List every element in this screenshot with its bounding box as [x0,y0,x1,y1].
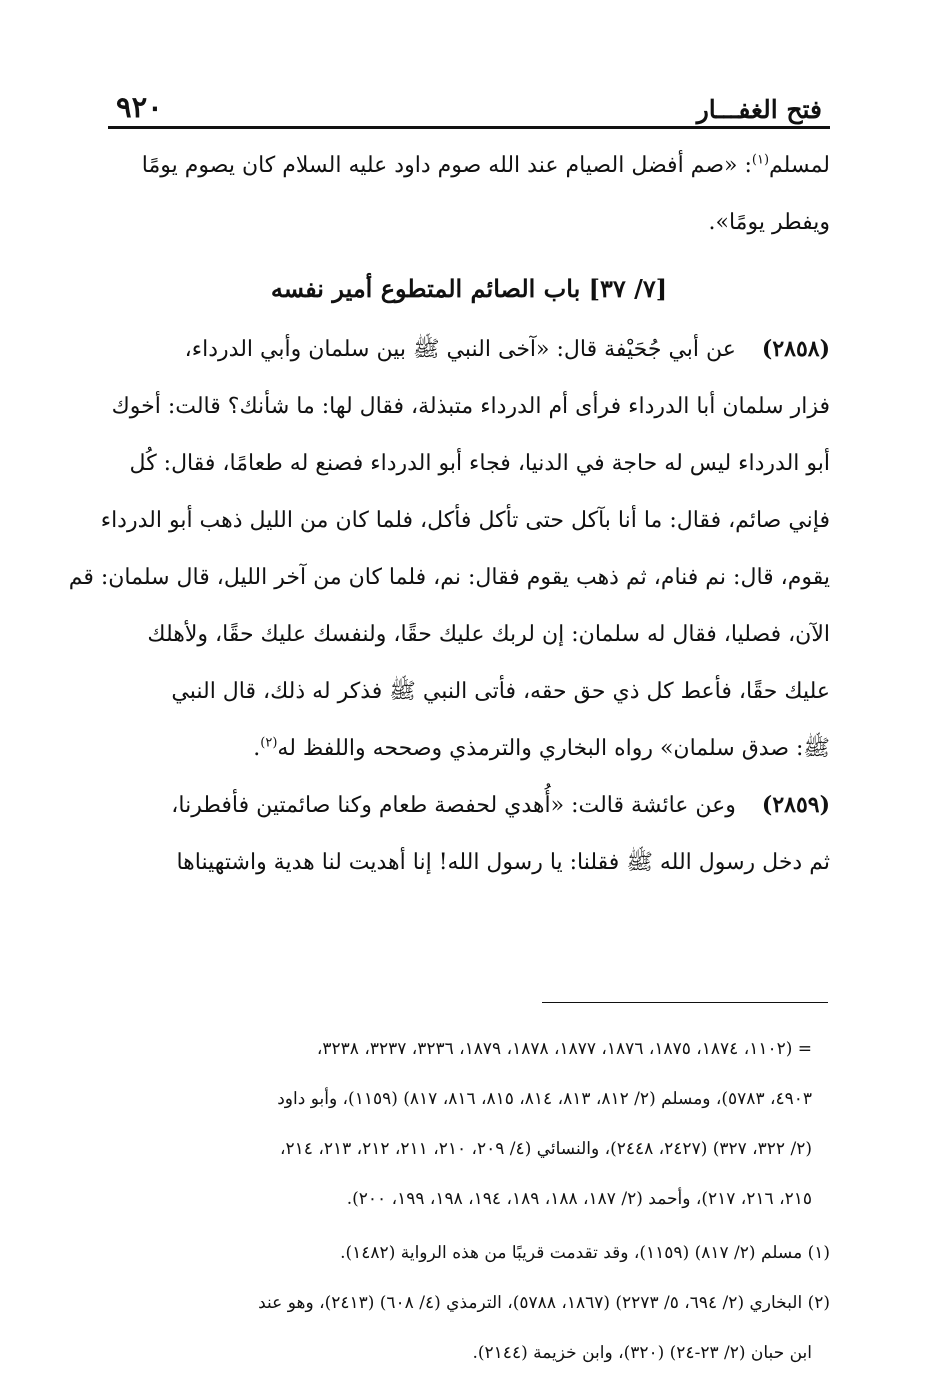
running-title: فتح الغفـــار [696,95,822,124]
hadith-text: وعن عائشة قالت: «أُهدي لحفصة طعام وكنا صائمتين فأفطرنا، [171,793,736,818]
intro-quote: : «صم أفضل الصيام عند الله صوم داود عليه السلام كان يصوم يومًا [141,153,752,178]
footnote-2-line-2: ابن حبان (٢/ ٢٣-٢٤) (٣٢٠)، وابن خزيمة (٢١٤٤). [472,1343,812,1363]
main-text [68,137,830,891]
hadith-2858-line-4: فإني صائم، فقال: ما أنا بآكل حتى تأكل فأكل، فلما كان من الليل ذهب أبو الدرداء [100,508,830,533]
period: . [253,736,261,761]
book-page [68,84,830,1363]
hadith-2858-line-6: الآن، فصليا، فقال له سلمان: إن لربك عليك حقًا، ولنفسك عليك حقًا، ولأهلك [147,622,830,647]
footnote-continuation-4: ٢١٥، ٢١٦، ٢١٧)، وأحمد (٢/ ١٨٧، ١٨٨، ١٨٩، ١٩٤، ١٩٨، ١٩٩، ٢٠٠). [346,1189,812,1209]
page-header [108,84,830,124]
footnote-separator [542,1002,828,1003]
hadith-2858-line-7: عليك حقًا، فأعط كل ذي حق حقه، فأتى النبي ﷺ فذكر له ذلك، قال النبي [171,679,830,704]
hadith-text: ﷺ: صدق سلمان» رواه البخاري والترمذي وصححه واللفظ له [277,736,830,761]
hadith-2858-line-5: يقوم، قال: نم فنام، ثم ذهب يقوم فقال: نم، فلما كان من آخر الليل، قال سلمان: قم [68,565,830,590]
hadith-text: عن أبي جُحَيْفة قال: «آخى النبي ﷺ بين سلمان وأبي الدرداء، [184,337,736,362]
hadith-2858-line-2: فزار سلمان أبا الدرداء فرأى أم الدرداء متبذلة، فقال لها: ما شأنك؟ قالت: أخوك [111,394,830,419]
footnote-ref-2: (٢) [260,735,278,751]
footnote-1: (١) مسلم (٢/ ٨١٧) (١١٥٩)، وقد تقدمت قريبًا من هذه الرواية (١٤٨٢). [340,1243,830,1263]
intro-text: لمسلم [769,153,830,178]
hadith-number: (٢٨٥٩) [761,792,830,818]
hadith-number: (٢٨٥٨) [761,336,830,362]
footnote-continuation-3: (٢/ ٣٢٢، ٣٢٧) (٢٤٢٧، ٢٤٤٨)، والنسائي (٤/ ٢٠٩، ٢١٠، ٢١١، ٢١٢، ٢١٣، ٢١٤، [280,1139,812,1159]
footnote-ref-1: (١) [751,152,770,168]
footnote-continuation-2: ٤٩٠٣، ٥٧٨٣)، ومسلم (٢/ ٨١٢، ٨١٣، ٨١٤، ٨١٥، ٨١٦، ٨١٧) (١١٥٩)، وأبو داود [277,1089,812,1109]
hadith-2858-line-3: أبو الدرداء ليس له حاجة في الدنيا، فجاء أبو الدرداء فصنع له طعامًا، فقال: كُل [129,451,830,476]
header-rule [108,126,830,129]
footnotes [108,1024,830,1378]
intro-line-2: ويفطر يومًا». [708,210,830,235]
hadith-2859-line-2: ثم دخل رسول الله ﷺ فقلنا: يا رسول الله! إنا أهديت لنا هدية واشتهيناها [176,850,830,875]
hadith-2858-line-8 [108,720,830,777]
hadith-2859-line-1 [108,777,830,834]
footnote-2-line-1: (٢) البخاري (٢/ ٦٩٤، ٥/ ٢٢٧٣) (١٨٦٧، ٥٧٨٨)، الترمذي (٤/ ٦٠٨) (٢٤١٣)، وهو عند [258,1293,830,1313]
page-number: ٩٢٠ [116,90,163,124]
chapter-title: [٧/ ٣٧] باب الصائم المتطوع أمير نفسه [270,274,668,303]
footnote-continuation-1: = (١١٠٢، ١٨٧٤، ١٨٧٥، ١٨٧٦، ١٨٧٧، ١٨٧٨، ١٨٧٩، ٣٢٣٦، ٣٢٣٧، ٣٢٣٨، [316,1039,812,1059]
hadith-2858-line-1 [108,321,830,378]
intro-line-1 [108,137,830,194]
